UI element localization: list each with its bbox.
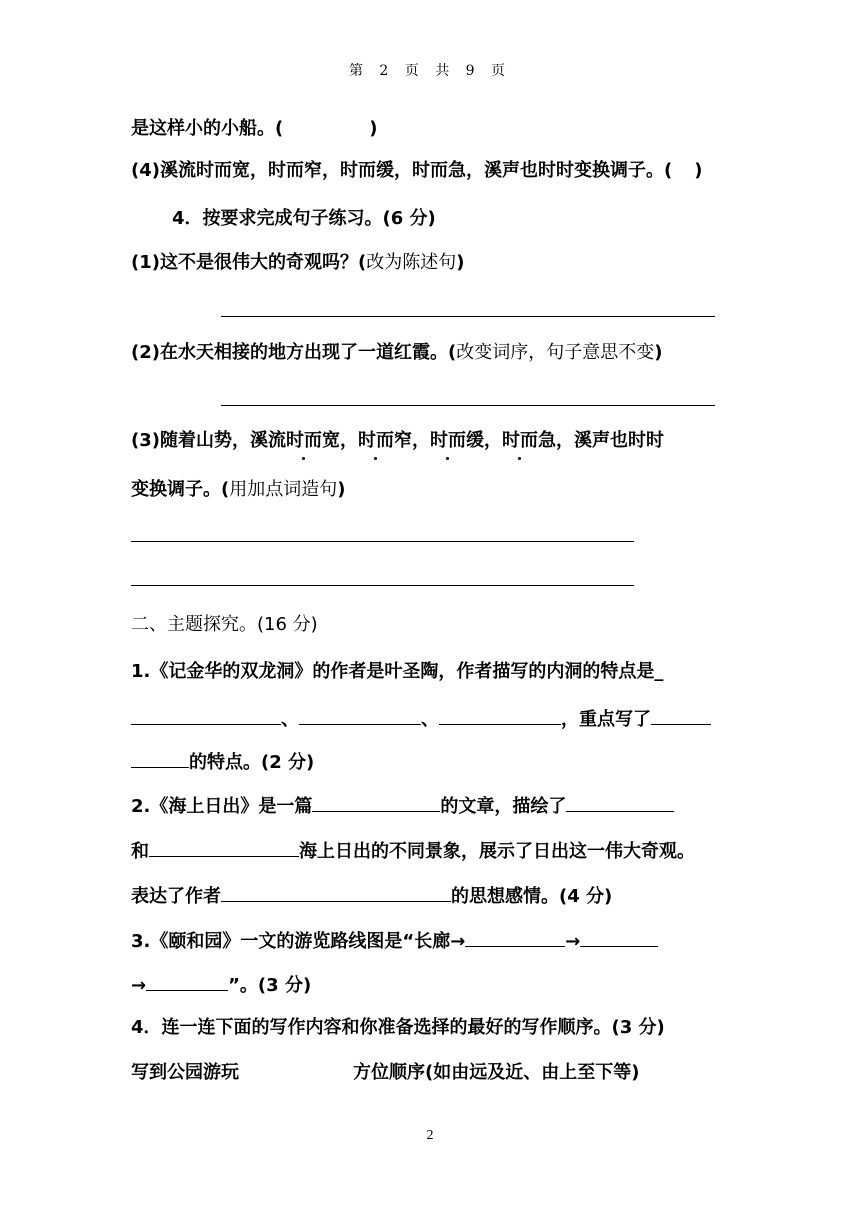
separator: 、 [281, 709, 299, 730]
arrow-icon: → [565, 931, 581, 952]
sentence-text: 缓， [465, 430, 502, 451]
blank[interactable] [566, 791, 674, 812]
sentence-text: 窄， [393, 430, 430, 451]
topic-1: 1.《记金华的双龙洞》的作者是叶圣陶，作者描写的内洞的特点是_ [131, 661, 664, 682]
page-number: 2 [426, 1128, 434, 1143]
match-left[interactable]: 写到公园游玩 [131, 1062, 239, 1083]
topic-2-cont [131, 836, 695, 865]
sentence-hint: 用加点词造句 [229, 479, 338, 500]
bracket-close: ) [694, 160, 703, 181]
dotted-word: 时而 [430, 428, 466, 454]
topic-1-end [131, 747, 314, 776]
bracket-close: ) [456, 252, 465, 273]
sentence-3 [131, 428, 664, 454]
bracket-close: ) [337, 479, 346, 500]
blank[interactable] [131, 704, 281, 725]
answer-line-2[interactable] [221, 405, 715, 406]
separator: 、 [421, 709, 439, 730]
line-text: 是这样小的小船。( [131, 118, 284, 139]
sentence-text: ，重点写了 [561, 709, 651, 730]
bracket-close: ) [654, 342, 663, 363]
blank[interactable] [439, 704, 561, 725]
sentence-text: 的文章，描绘了 [440, 796, 567, 817]
sentence-text: 变换调子。( [131, 479, 230, 500]
topic-3 [131, 926, 658, 955]
section-2-title: 二、主题探究。(16 分) [131, 614, 318, 635]
question-4-title: 4．按要求完成句子练习。(6 分) [172, 208, 436, 229]
topic-3-end [131, 970, 311, 999]
sentence-text: 宽， [321, 430, 358, 451]
dotted-word: 时而 [502, 428, 538, 454]
sentence-text: 3.《颐和园》一文的游览路线图是“长廊→ [131, 931, 466, 952]
topic-1-blanks [131, 704, 711, 733]
sentence-text: 的特点。(2 分) [189, 752, 315, 773]
blank[interactable] [312, 791, 440, 812]
sentence-text: 和 [131, 841, 149, 862]
sentence-text: 海上日出的不同景象，展示了日出这一伟大奇观。 [299, 841, 695, 862]
sentence-hint: 改变词序，句子意思不变 [456, 342, 655, 363]
arrow-icon: → [131, 975, 147, 996]
sentence-text: (1)这不是很伟大的奇观吗？( [131, 252, 367, 273]
text-line-small-boat [131, 116, 377, 142]
blank[interactable] [651, 704, 711, 725]
page-header: 第 2 页 共 9 页 [348, 63, 512, 79]
text-line-stream [131, 158, 702, 184]
sentence-3-cont [131, 477, 345, 503]
dotted-word: 时而 [286, 428, 322, 454]
sentence-1 [131, 250, 464, 276]
topic-2 [131, 791, 674, 820]
topic-2-end [131, 881, 612, 910]
sentence-text: (2)在水天相接的地方出现了一道红霞。( [131, 342, 457, 363]
answer-line-1[interactable] [221, 316, 715, 317]
blank[interactable] [580, 926, 658, 947]
sentence-text: 2.《海上日出》是一篇 [131, 796, 313, 817]
dotted-word: 时而 [358, 428, 394, 454]
blank[interactable] [146, 970, 228, 991]
answer-line-3[interactable] [131, 541, 634, 542]
blank[interactable] [149, 836, 299, 857]
line-text: (4)溪流时而宽，时而窄，时而缓，时而急，溪声也时时变换调子。( [131, 160, 673, 181]
sentence-text: 表达了作者 [131, 886, 221, 907]
match-right[interactable]: 方位顺序(如由远及近、由上至下等) [353, 1062, 640, 1083]
sentence-text: ”。(3 分) [228, 975, 312, 996]
blank[interactable] [299, 704, 421, 725]
sentence-text: 的思想感情。(4 分) [451, 886, 613, 907]
answer-line-4[interactable] [131, 585, 634, 586]
sentence-text: (3)随着山势，溪流 [131, 430, 286, 451]
bracket-close: ) [369, 118, 378, 139]
sentence-text: 急，溪声也时时 [537, 430, 664, 451]
blank[interactable] [465, 926, 565, 947]
topic-4-title: 4．连一连下面的写作内容和你准备选择的最好的写作顺序。(3 分) [131, 1017, 665, 1038]
blank[interactable] [131, 747, 189, 768]
sentence-hint: 改为陈述句 [366, 252, 457, 273]
blank[interactable] [221, 881, 451, 902]
sentence-2 [131, 340, 662, 366]
